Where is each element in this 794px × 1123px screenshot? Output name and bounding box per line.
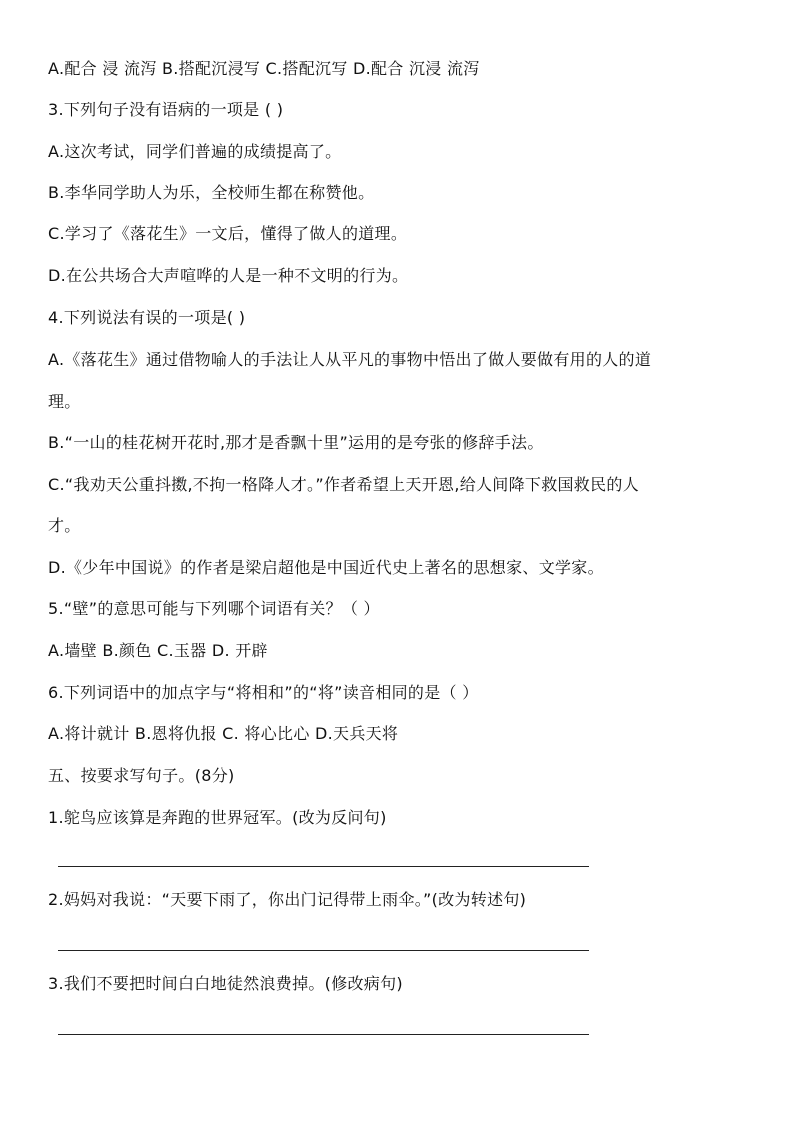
q4-option-c-line2: 才。: [48, 516, 81, 535]
q4-option-a-line2: 理。: [48, 392, 81, 411]
q3-stem: 3.下列句子没有语病的一项是 ( ): [48, 100, 284, 119]
q5-stem: 5.“壁”的意思可能与下列哪个词语有关？（ ）: [48, 599, 380, 618]
q3-option-b: B.李华同学助人为乐，全校师生都在称赞他。: [48, 183, 375, 202]
s5-q3-answer-line[interactable]: [58, 1034, 589, 1035]
q6-options: A.将计就计 B.恩将仇报 C. 将心比心 D.天兵天将: [48, 724, 399, 743]
q3-option-c: C.学习了《落花生》一文后，懂得了做人的道理。: [48, 224, 408, 243]
s5-q2-answer-line[interactable]: [58, 950, 589, 951]
q4-option-d: D.《少年中国说》的作者是梁启超他是中国近代史上著名的思想家、文学家。: [48, 558, 604, 577]
q4-stem: 4.下列说法有误的一项是( ): [48, 308, 246, 327]
q5-options: A.墙壁 B.颜色 C.玉器 D. 开辟: [48, 641, 268, 660]
q3-option-d: D.在公共场合大声喧哗的人是一种不文明的行为。: [48, 266, 409, 285]
s5-q1-stem: 1.鸵鸟应该算是奔跑的世界冠军。(改为反问句): [48, 808, 387, 827]
s5-q1-answer-line[interactable]: [58, 866, 589, 867]
q4-option-c-line1: C.“我劝天公重抖擞,不拘一格降人才。”作者希望上天开恩,给人间降下救国救民的人: [48, 475, 640, 494]
q4-option-a-line1: A.《落花生》通过借物喻人的手法让人从平凡的事物中悟出了做人要做有用的人的道: [48, 350, 652, 369]
section-5-heading: 五、按要求写句子。(8分): [48, 766, 235, 785]
q3-option-a: A.这次考试，同学们普遍的成绩提高了。: [48, 142, 342, 161]
q2-options: A.配合 浸 流泻 B.搭配沉浸写 C.搭配沉写 D.配合 沉浸 流泻: [48, 59, 480, 78]
q6-stem: 6.下列词语中的加点字与“将相和”的“将”读音相同的是（ ）: [48, 683, 479, 702]
s5-q2-stem: 2.妈妈对我说：“天要下雨了，你出门记得带上雨伞。”(改为转述句): [48, 890, 527, 909]
s5-q3-stem: 3.我们不要把时间白白地徒然浪费掉。(修改病句): [48, 974, 403, 993]
q4-option-b: B.“一山的桂花树开花时,那才是香飘十里”运用的是夸张的修辞手法。: [48, 433, 544, 452]
